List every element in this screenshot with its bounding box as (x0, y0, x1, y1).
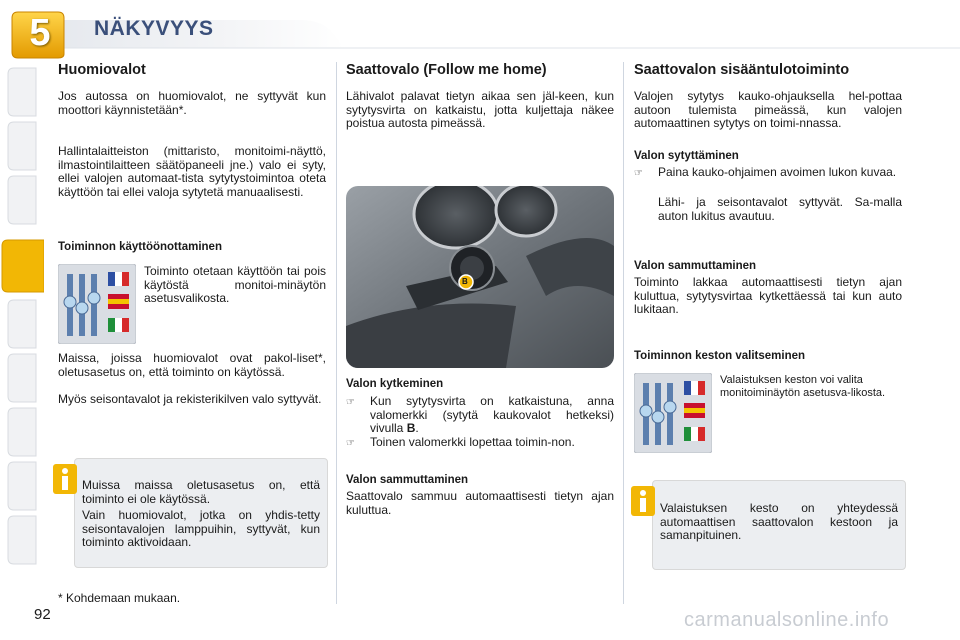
switch-on-bullet-1 (370, 395, 614, 436)
stalk-photo-illustration (346, 186, 614, 368)
daytime-lights-intro: Jos autossa on huomiovalot, ne syttyvät kun moottori käynnistetään*. (58, 89, 326, 117)
bullet-icon: ☞ (634, 168, 643, 179)
switch-on-bullet-2: Toinen valomerkki lopettaa toimin-non. (370, 435, 575, 449)
info-icon (53, 464, 77, 494)
column-divider (623, 62, 624, 604)
page-number: 92 (34, 606, 51, 623)
activation-text: Toiminto otetaan käyttöön tai pois käytöstä monitoi-minäytön asetusvalikosta. (144, 264, 326, 305)
section-title-daytime-lights: Huomiovalot (58, 62, 146, 78)
parking-lights-text: Myös seisontavalot ja rekisterikilven valo syttyvät. (58, 392, 322, 406)
photo-marker-b: B (462, 277, 468, 286)
switch-off-subtitle: Valon sammuttaminen (346, 474, 469, 486)
entry-on-subtitle: Valon sytyttäminen (634, 150, 739, 162)
entry-off-text: Toiminto lakkaa automaattisesti tietyn ajan kuluttua, sytytysvirtaa kytkettäessä tai kun auto lukitaan. (634, 275, 902, 316)
activation-subtitle: Toiminnon käyttöönottaminen (58, 241, 222, 253)
page-title: NÄKYVYYS (94, 17, 214, 40)
info-text-duration: Valaistuksen kesto on yhteydessä automaattisen saattovalon kestoon ja samanpituinen. (660, 501, 898, 542)
duration-text: Valaistuksen keston voi valita monitoiminäytön asetusva-likosta. (720, 374, 886, 399)
info-icon (631, 486, 655, 516)
section-title-entry-lighting: Saattovalon sisääntulotoiminto (634, 62, 850, 78)
bullet-icon: ☞ (346, 438, 355, 449)
entry-on-bullet: Paina kauko-ohjaimen avoimen lukon kuvaa. (658, 165, 897, 179)
steering-column-photo (346, 186, 614, 368)
entry-off-subtitle: Valon sammuttaminen (634, 260, 757, 272)
entry-lighting-intro: Valojen sytytys kauko-ohjauksella hel-pottaa autoon tulemista pimeässä, kun valojen automaattinen sytytys on toimi-nnassa. (634, 89, 902, 130)
column-divider (336, 62, 337, 604)
watermark: carmanualsonline.info (684, 609, 890, 631)
settings-menu-icon (634, 373, 712, 453)
dashboard-lighting-note: Hallintalaitteiston (mittaristo, monitoimi-näyttö, ilmastointilaitteen säätöpaneeli jne.) valo ei syty, ellei valojen automaat-tista sytytystoimintoa oteta käyttöön tai ellei valoja sytytetä manuaalisesti. (58, 144, 326, 199)
chapter-side-tabs (0, 64, 44, 584)
section-title-follow-me-home: Saattovalo (Follow me home) (346, 62, 547, 78)
bullet-icon: ☞ (346, 397, 355, 408)
switch-on-bullet-1-end: . (415, 421, 419, 435)
info-text-parking-bulbs: Vain huomiovalot, jotka on yhdis-tetty seisontavalojen lamppuihin, syttyvät, kun toiminto aktivoidaan. (82, 508, 320, 549)
follow-me-home-intro: Lähivalot palavat tietyn aikaa sen jäl-keen, kun sytytysvirta on katkaistu, jotta kuljettaja näkee poistua autosta pimeässä. (346, 89, 614, 130)
footnote: * Kohdemaan mukaan. (58, 591, 181, 605)
switch-off-text: Saattovalo sammuu automaattisesti tietyn ajan kuluttua. (346, 489, 614, 517)
chapter-number: 5 (29, 12, 51, 54)
info-text-default-off: Muissa maissa oletusasetus on, että toiminto ei ole käytössä. (82, 478, 320, 506)
switch-on-subtitle: Valon kytkeminen (346, 378, 444, 390)
stalk-key-label: B (406, 421, 416, 435)
duration-subtitle: Toiminnon keston valitseminen (634, 350, 806, 362)
default-setting-text: Maissa, joissa huomiovalot ovat pakol-liset*, oletusasetus on, että toiminto on käytössä. (58, 351, 326, 379)
entry-on-followup: Lähi- ja seisontavalot syttyvät. Sa-malla auton lukitus avautuu. (658, 195, 902, 223)
settings-menu-icon (58, 264, 136, 344)
switch-on-bullet-1-text: Kun sytytysvirta on katkaistuna, anna valomerkki (sytytä kaukovalot hetkeksi) vivulla (370, 394, 614, 435)
